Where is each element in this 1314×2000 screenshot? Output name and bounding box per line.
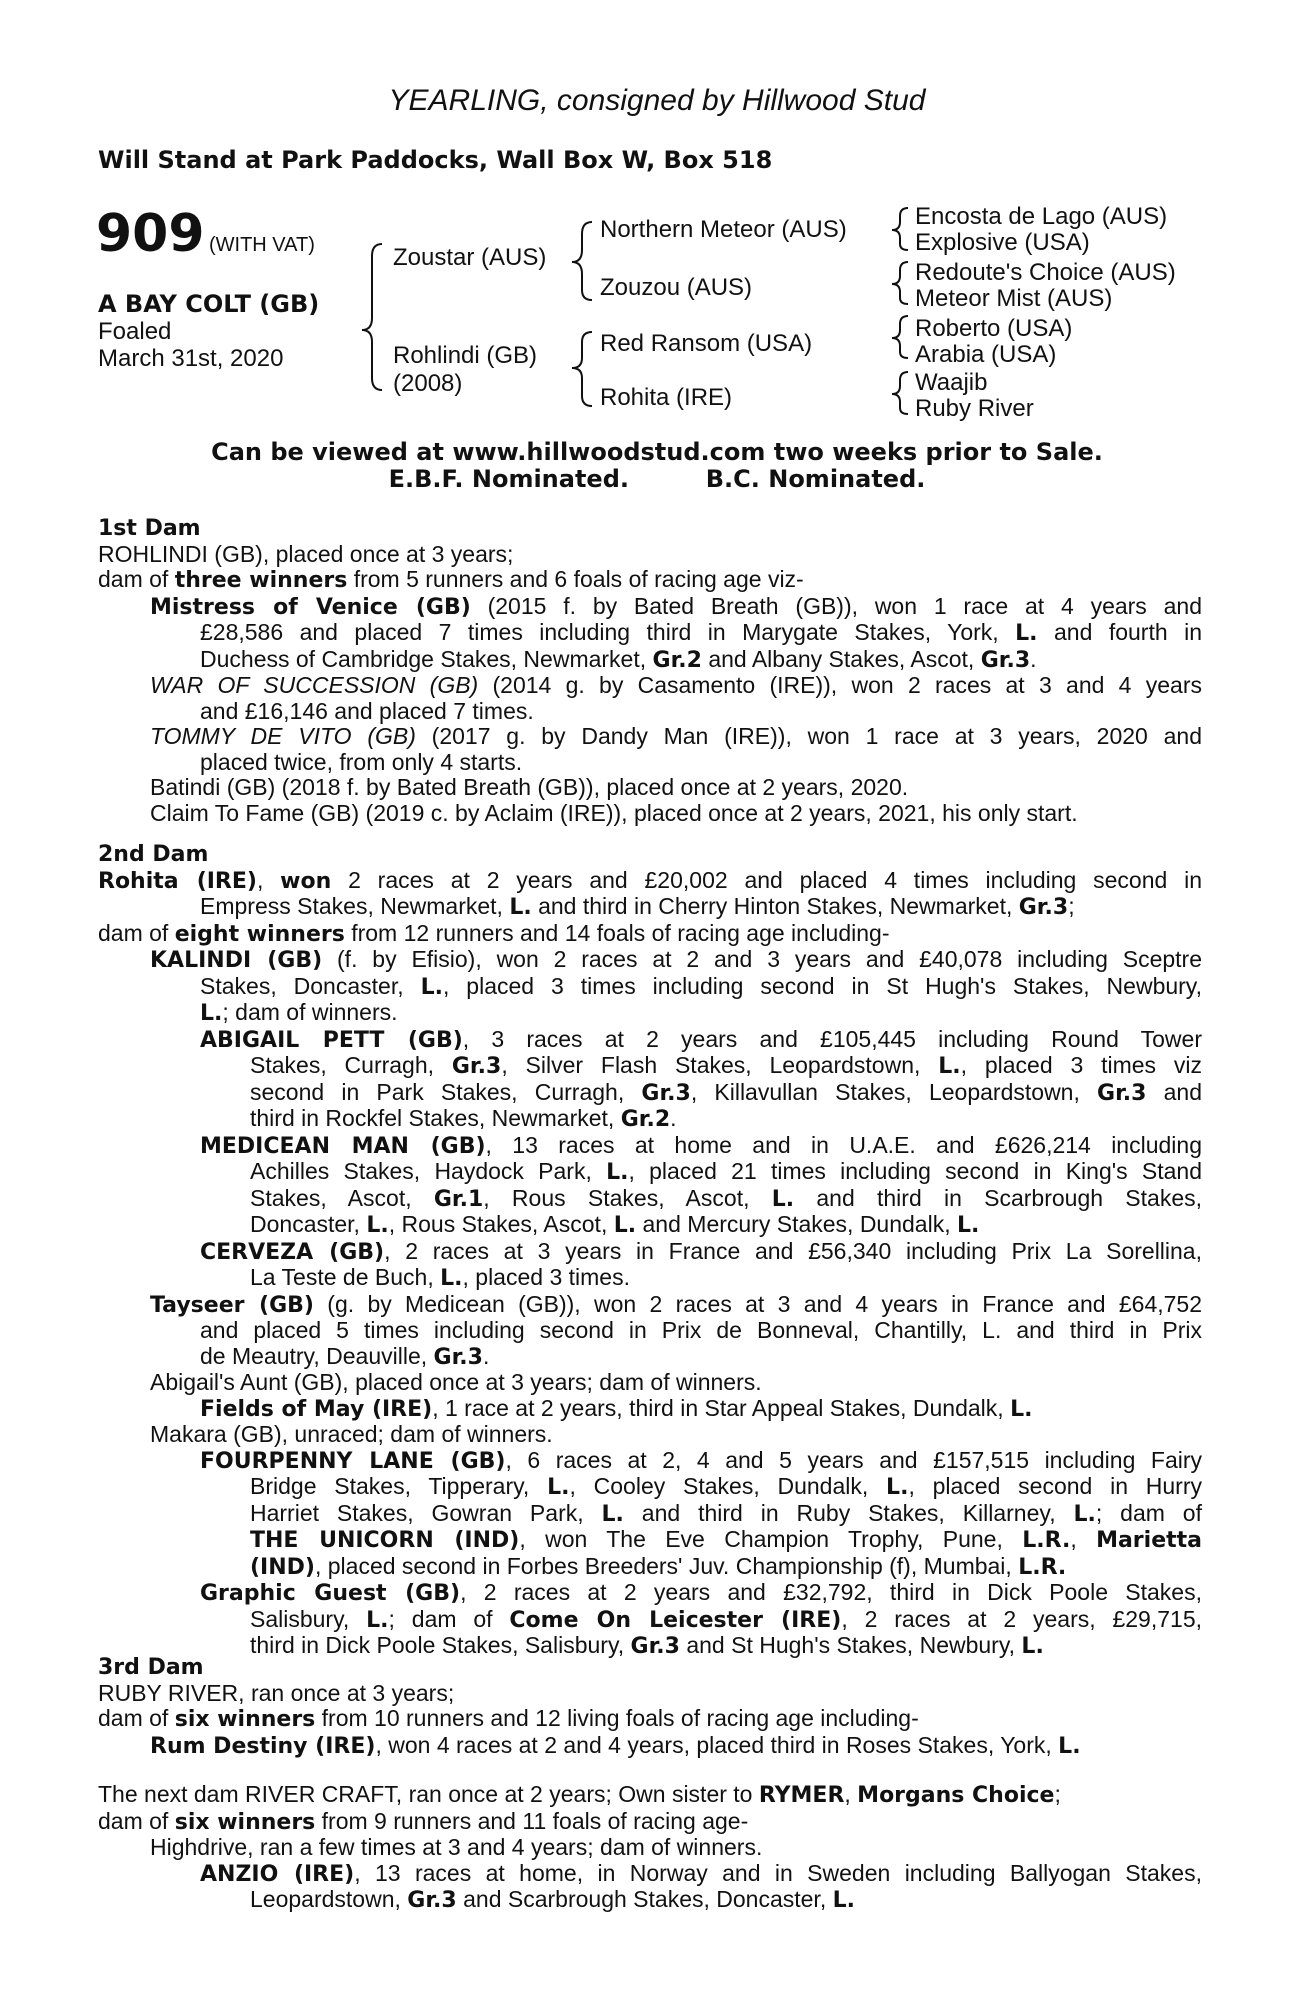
produce-medicean-man: MEDICEAN MAN (GB), 13 races at home and in U.A.E. and £626,214 including: [200, 1131, 1202, 1159]
pedigree-sire-sire: Northern Meteor (AUS): [600, 216, 847, 243]
third-dam-title: 3rd Dam: [98, 1655, 204, 1680]
produce-war-of-succession: WAR OF SUCCESSION (GB) (2014 g. by Casamento (IRE)), won 2 races at 3 and 4 years: [150, 672, 1202, 698]
ebf-note: E.B.F. Nominated.: [388, 465, 630, 493]
produce-detail-line: Harriet Stakes, Gowran Park, L. and third in Ruby Stakes, Killarney, L.; dam of: [250, 1499, 1202, 1527]
produce-claim-to-fame: Claim To Fame (GB) (2019 c. by Aclaim (IRE)), placed once at 2 years, 2021, his only start.: [150, 799, 1078, 826]
next-dam-produce-line: dam of six winners from 9 runners and 11 foals of racing age-: [98, 1807, 749, 1835]
produce-tayseer: Tayseer (GB) (g. by Medicean (GB)), won 2 races at 3 and 4 years in France and £64,752: [150, 1290, 1202, 1318]
pedigree-g7: Waajib: [915, 369, 988, 396]
second-dam-section: [98, 842, 1202, 1660]
pedigree-g2: Explosive (USA): [915, 229, 1090, 256]
lot-description: A BAY COLT (GB): [98, 290, 320, 318]
pedigree-g1: Encosta de Lago (AUS): [915, 203, 1168, 230]
pedigree-dam-dam: Rohita (IRE): [600, 384, 733, 411]
produce-kalindi: KALINDI (GB) (f. by Efisio), won 2 races at 2 and 3 years and £40,078 including Sceptre: [150, 946, 1202, 973]
produce-detail-line: placed twice, from only 4 starts.: [200, 748, 523, 775]
produce-detail-line: Stakes, Curragh, Gr.3, Silver Flash Stakes, Leopardstown, L., placed 3 times viz: [250, 1052, 1202, 1079]
next-dam-line: The next dam RIVER CRAFT, ran once at 2 years; Own sister to RYMER, Morgans Choice;: [98, 1781, 1061, 1808]
pedigree-g4: Meteor Mist (AUS): [915, 285, 1113, 312]
pedigree-sire-dam: Zouzou (AUS): [600, 274, 753, 301]
viewing-note: Can be viewed at www.hillwoodstud.com two weeks prior to Sale.: [211, 438, 1103, 466]
third-dam-line: RUBY RIVER, ran once at 3 years;: [98, 1679, 455, 1706]
page-title: YEARLING, consigned by Hillwood Stud: [388, 84, 926, 117]
produce-detail-line: Stakes, Doncaster, L., placed 3 times including second in St Hugh's Stakes, Newbury,: [200, 972, 1202, 1000]
pedigree-sire: Zoustar (AUS): [393, 244, 547, 271]
first-dam-line: ROHLINDI (GB), placed once at 3 years;: [98, 540, 514, 567]
produce-cerveza: CERVEZA (GB), 2 races at 3 years in France and £56,340 including Prix La Sorellina,: [200, 1237, 1202, 1265]
pedigree-g6: Arabia (USA): [915, 341, 1057, 368]
produce-mistress-of-venice: Mistress of Venice (GB) (2015 f. by Bated Breath (GB)), won 1 race at 4 years and: [150, 592, 1202, 620]
pedigree-g3: Redoute's Choice (AUS): [915, 259, 1176, 286]
bc-note: B.C. Nominated.: [705, 465, 926, 493]
first-dam-title: 1st Dam: [98, 516, 201, 541]
produce-detail-line: Achilles Stakes, Haydock Park, L., placed 21 times including second in King's Stand: [250, 1158, 1202, 1185]
produce-tommy-de-vito: TOMMY DE VITO (GB) (2017 g. by Dandy Man (IRE)), won 1 race at 3 years, 2020 and: [150, 723, 1202, 749]
produce-detail-line: (IND), placed second in Forbes Breeders' Juv. Championship (f), Mumbai, L.R.: [250, 1552, 1067, 1580]
produce-fields-of-may: Fields of May (IRE), 1 race at 2 years, third in Star Appeal Stakes, Dundalk, L.: [200, 1394, 1033, 1422]
pedigree-dam: Rohlindi (GB): [393, 342, 538, 369]
first-dam-section: [98, 516, 1202, 826]
produce-detail-line: and £16,146 and placed 7 times.: [200, 697, 534, 724]
second-dam-detail: Empress Stakes, Newmarket, L. and third in Cherry Hinton Stakes, Newmarket, Gr.3;: [200, 893, 1075, 920]
produce-graphic-guest: Graphic Guest (GB), 2 races at 2 years and £32,792, third in Dick Poole Stakes,: [200, 1579, 1202, 1606]
foaled-date: March 31st, 2020: [98, 345, 284, 372]
produce-detail-line: Bridge Stakes, Tipperary, L., Cooley Stakes, Dundalk, L., placed second in Hurry: [250, 1473, 1202, 1500]
second-dam-produce-line: dam of eight winners from 12 runners and 14 foals of racing age including-: [98, 919, 890, 947]
pedigree-g8: Ruby River: [915, 395, 1034, 422]
third-dam-section: [98, 1655, 1202, 1759]
first-dam-produce-line: dam of three winners from 5 runners and 6 foals of racing age viz-: [98, 566, 804, 593]
produce-detail-line: La Teste de Buch, L., placed 3 times.: [250, 1264, 630, 1291]
produce-detail-line: Duchess of Cambridge Stakes, Newmarket, Gr.2 and Albany Stakes, Ascot, Gr.3.: [200, 645, 1037, 673]
produce-detail-line: THE UNICORN (IND), won The Eve Champion Trophy, Pune, L.R., Marietta: [250, 1526, 1202, 1553]
next-dam-section: [98, 1782, 1202, 1914]
nominations: [0, 465, 1314, 493]
pedigree-dam-sire: Red Ransom (USA): [600, 330, 813, 357]
produce-rum-destiny: Rum Destiny (IRE), won 4 races at 2 and 4 years, placed third in Roses Stakes, York, L.: [150, 1731, 1081, 1759]
produce-detail-line: L.; dam of winners.: [200, 999, 398, 1026]
produce-makara: Makara (GB), unraced; dam of winners.: [150, 1421, 553, 1447]
stand-location: Will Stand at Park Paddocks, Wall Box W, Box 518: [98, 146, 773, 174]
produce-detail-line: Doncaster, L., Rous Stakes, Ascot, L. and Mercury Stakes, Dundalk, L.: [250, 1211, 980, 1238]
produce-detail-line: third in Dick Poole Stakes, Salisbury, Gr.3 and St Hugh's Stakes, Newbury, L.: [250, 1632, 1044, 1659]
produce-highdrive: Highdrive, ran a few times at 3 and 4 years; dam of winners.: [150, 1834, 763, 1860]
second-dam-title: 2nd Dam: [98, 842, 209, 867]
produce-detail-line: Stakes, Ascot, Gr.1, Rous Stakes, Ascot, L. and third in Scarbrough Stakes,: [250, 1184, 1202, 1212]
vat-note: (WITH VAT): [209, 234, 315, 256]
produce-abigail-pett: ABIGAIL PETT (GB), 3 races at 2 years and £105,445 including Round Tower: [200, 1025, 1202, 1053]
foaled-label: Foaled: [98, 318, 172, 345]
produce-detail-line: £28,586 and placed 7 times including third in Marygate Stakes, York, L. and fourth in: [200, 619, 1202, 646]
produce-detail-line: Leopardstown, Gr.3 and Scarbrough Stakes, Doncaster, L.: [250, 1886, 855, 1913]
pedigree-g5: Roberto (USA): [915, 315, 1073, 342]
produce-fourpenny-lane: FOURPENNY LANE (GB), 6 races at 2, 4 and 5 years and £157,515 including Fairy: [200, 1446, 1203, 1474]
second-dam-rohita: Rohita (IRE), won 2 races at 2 years and £20,002 and placed 4 times including second in: [98, 866, 1203, 894]
pedigree-dam-year: (2008): [393, 370, 463, 397]
produce-abigails-aunt: Abigail's Aunt (GB), placed once at 3 years; dam of winners.: [150, 1369, 762, 1395]
lot-number: 909: [96, 204, 205, 264]
produce-detail-line: Salisbury, L.; dam of Come On Leicester (IRE), 2 races at 2 years, £29,715,: [250, 1605, 1202, 1633]
produce-detail-line: second in Park Stakes, Curragh, Gr.3, Killavullan Stakes, Leopardstown, Gr.3 and: [250, 1078, 1203, 1106]
produce-detail-line: third in Rockfel Stakes, Newmarket, Gr.2.: [250, 1105, 677, 1132]
produce-detail-line: de Meautry, Deauville, Gr.3.: [200, 1342, 490, 1370]
third-dam-produce-line: dam of six winners from 10 runners and 12 living foals of racing age including-: [98, 1705, 919, 1732]
produce-batindi: Batindi (GB) (2018 f. by Bated Breath (GB)), placed once at 2 years, 2020.: [150, 774, 909, 800]
produce-anzio: ANZIO (IRE), 13 races at home, in Norway and in Sweden including Ballyogan Stakes,: [200, 1859, 1202, 1887]
produce-detail-line: and placed 5 times including second in Prix de Bonneval, Chantilly, L. and third in Prix: [200, 1317, 1202, 1343]
